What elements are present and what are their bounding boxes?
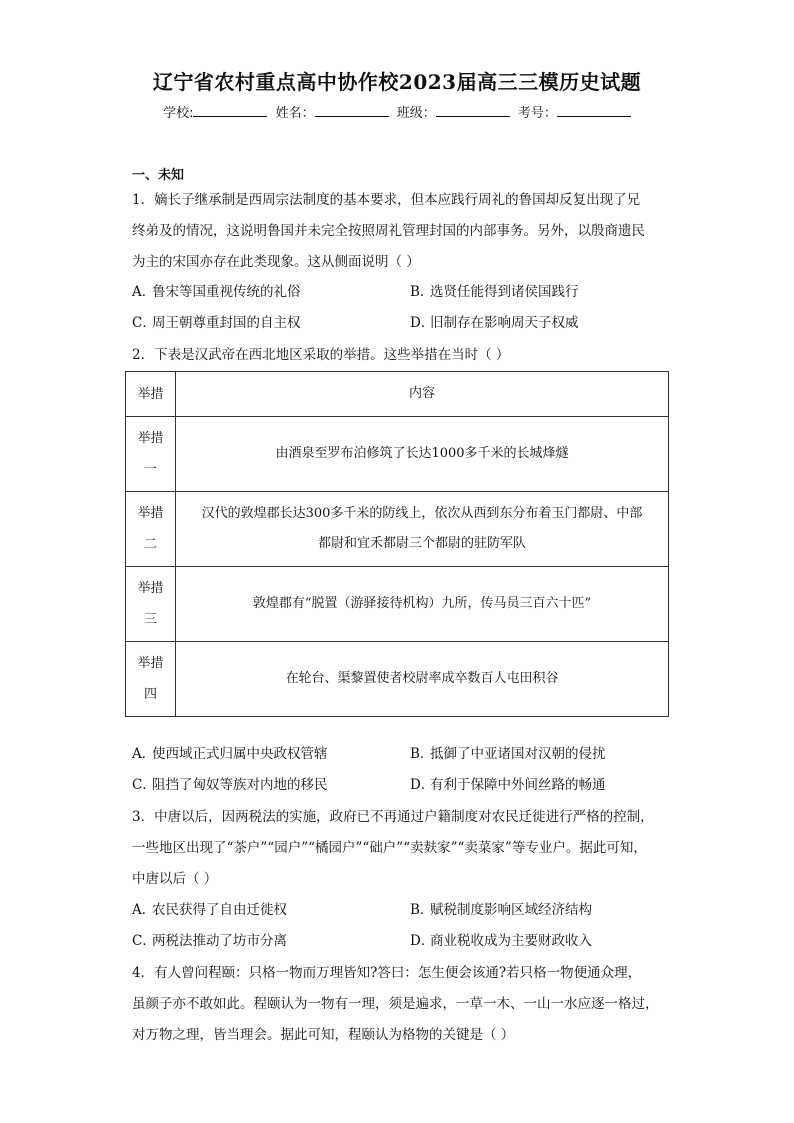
content-line: 由酒泉至罗布泊修筑了长达1000多千米的长城烽燧 xyxy=(275,446,569,461)
question-1-line: 终弟及的情况，这说明鲁国并未完全按照周礼管理封国的内部事务。另外，以殷商遗民 xyxy=(132,223,645,239)
label-line: 二 xyxy=(143,537,157,552)
q3-option-c[interactable] xyxy=(132,929,287,949)
option-letter: C． xyxy=(132,315,156,331)
name-label: 姓名： xyxy=(275,106,315,121)
exam-number-blank[interactable] xyxy=(557,104,631,117)
table-row xyxy=(126,567,669,642)
table-row-content xyxy=(176,417,669,492)
label-line: 举措 xyxy=(137,431,164,446)
q2-option-d[interactable] xyxy=(410,773,606,793)
table-row-label xyxy=(126,567,176,642)
option-text: 商业税收成为主要财政收入 xyxy=(430,933,592,949)
question-3-line: 中唐以后（ ） xyxy=(132,871,218,887)
option-letter: D． xyxy=(410,315,435,331)
option-letter: C． xyxy=(132,933,156,949)
q1-option-c[interactable] xyxy=(132,311,301,331)
name-field xyxy=(276,102,389,121)
question-4-line: 4．有人曾问程颐：只格一物而万理皆知?答曰：怎生便会该通?若只格一物便通众理， xyxy=(132,965,642,981)
school-blank[interactable] xyxy=(193,104,267,117)
school-label: 学校: xyxy=(163,106,194,121)
label-line: 举措 xyxy=(137,656,164,671)
table-header-cell: 举措 xyxy=(126,372,176,417)
option-letter: C． xyxy=(132,777,156,793)
table-row xyxy=(126,642,669,717)
q1-option-a[interactable] xyxy=(132,280,301,300)
q3-option-a[interactable] xyxy=(132,898,287,918)
q2-option-a[interactable] xyxy=(132,742,328,762)
label-line: 举措 xyxy=(137,506,164,521)
q1-option-b[interactable] xyxy=(410,280,579,300)
question-2 xyxy=(132,340,672,371)
student-info-fields xyxy=(0,102,794,121)
question-2-line: 2．下表是汉武帝在西北地区采取的举措。这些举措在当时（ ） xyxy=(132,347,510,363)
label-line: 一 xyxy=(143,462,157,477)
table-row-content xyxy=(176,642,669,717)
label-line: 四 xyxy=(143,687,157,702)
question-1-line: 为主的宋国亦存在此类现象。这从侧面说明（ ） xyxy=(132,254,420,270)
content-line: 都尉和宜禾都尉三个都尉的驻防军队 xyxy=(317,536,526,551)
content-line: 汉代的敦煌郡长达300多千米的防线上，依次从西到东分布着玉门都尉、中部 xyxy=(201,506,643,521)
exam-number-field xyxy=(518,102,631,121)
class-label: 班级： xyxy=(396,106,436,121)
table-row-label xyxy=(126,417,176,492)
option-text: 两税法推动了坊市分离 xyxy=(152,933,287,949)
table-header-cell: 内容 xyxy=(176,372,669,417)
table-row xyxy=(126,492,669,567)
question-3-line: 3．中唐以后，因两税法的实施，政府已不再通过户籍制度对农民迁徙进行严格的控制， xyxy=(132,809,654,825)
option-letter: D． xyxy=(410,933,435,949)
option-text: 鲁宋等国重视传统的礼俗 xyxy=(152,284,301,300)
option-text: 选贤任能得到诸侯国践行 xyxy=(430,284,579,300)
q1-option-d[interactable] xyxy=(410,311,579,331)
option-text: 抵御了中亚诸国对汉朝的侵扰 xyxy=(430,746,606,762)
table-row xyxy=(126,417,669,492)
table-row-content xyxy=(176,492,669,567)
option-letter: A． xyxy=(132,284,156,300)
measures-table xyxy=(125,371,669,717)
option-text: 旧制存在影响周天子权威 xyxy=(430,315,579,331)
option-letter: D． xyxy=(410,777,435,793)
section-heading: 一、未知 xyxy=(132,168,185,183)
content-line: 在轮台、渠黎置使者校尉率成卒数百人屯田积谷 xyxy=(285,671,559,686)
table-row-content xyxy=(176,567,669,642)
class-blank[interactable] xyxy=(436,104,510,117)
table-header-row xyxy=(126,372,669,417)
option-text: 赋税制度影响区域经济结构 xyxy=(430,902,592,918)
option-text: 周王朝尊重封国的自主权 xyxy=(152,315,301,331)
question-4-line: 虽颜子亦不敢如此。程颐认为一物有一理，须是遍求，一草一木、一山一水应逐一格过， xyxy=(132,996,659,1012)
q3-option-b[interactable] xyxy=(410,898,592,918)
option-text: 阻挡了匈奴等族对内地的移民 xyxy=(152,777,328,793)
q2-option-b[interactable] xyxy=(410,742,606,762)
question-4 xyxy=(132,958,672,1051)
school-field xyxy=(163,102,267,121)
option-text: 农民获得了自由迁徙权 xyxy=(152,902,287,918)
question-4-line: 对万物之理，皆当理会。据此可知，程颐认为格物的关键是（ ） xyxy=(132,1027,515,1043)
content-line: 敦煌郡有“脱置（游驿接待机构）九所，传马员三百六十匹” xyxy=(252,596,592,611)
option-letter: B． xyxy=(410,284,434,300)
option-letter: A． xyxy=(132,902,156,918)
label-line: 三 xyxy=(143,612,157,627)
option-letter: B． xyxy=(410,746,434,762)
question-1 xyxy=(132,185,672,278)
table-row-label xyxy=(126,492,176,567)
label-line: 举措 xyxy=(137,581,164,596)
exam-number-label: 考号： xyxy=(517,106,557,121)
option-text: 使西域正式归属中央政权管辖 xyxy=(152,746,328,762)
question-3 xyxy=(132,802,672,895)
table-row-label xyxy=(126,642,176,717)
option-text: 有利于保障中外间丝路的畅通 xyxy=(430,777,606,793)
class-field xyxy=(397,102,510,121)
question-3-line: 一些地区出现了“茶户”“园户”“橘园户”“础户”“卖麸家”“卖菜家”等专业户。据此可知， xyxy=(132,840,647,856)
option-letter: B． xyxy=(410,902,434,918)
q2-option-c[interactable] xyxy=(132,773,328,793)
q3-option-d[interactable] xyxy=(410,929,592,949)
name-blank[interactable] xyxy=(315,104,389,117)
question-1-line: 1．嫡长子继承制是西周宗法制度的基本要求，但本应践行周礼的鲁国却反复出现了兄 xyxy=(132,192,641,208)
option-letter: A． xyxy=(132,746,156,762)
exam-title: 辽宁省农村重点高中协作校2023届高三三模历史试题 xyxy=(152,70,642,94)
